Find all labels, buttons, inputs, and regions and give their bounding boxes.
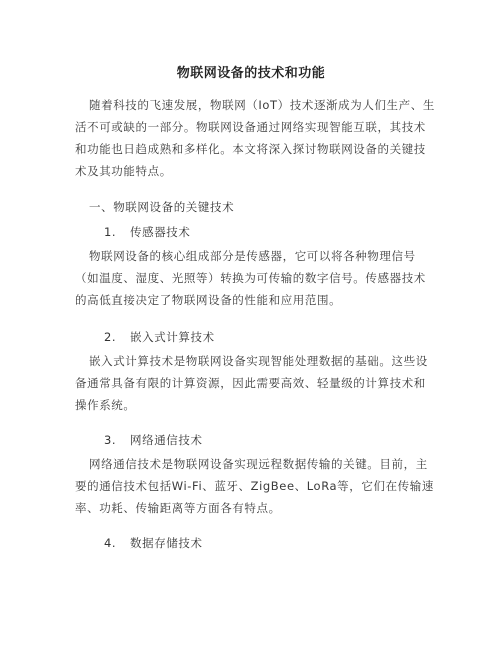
subheading-item-2 <box>104 329 215 345</box>
item-heading: 嵌入式计算技术 <box>130 330 215 344</box>
item-heading: 网络通信技术 <box>130 433 203 447</box>
item-number: 1. <box>104 225 117 239</box>
item-number: 2. <box>104 330 117 344</box>
document-title: 物联网设备的技术和功能 <box>176 66 326 81</box>
item-number: 4. <box>104 536 117 550</box>
section-heading: 一、物联网设备的关键技术 <box>89 200 235 214</box>
item-2-paragraph: 嵌入式计算技术是物联网设备实现智能处理数据的基础。这些设备通常具备有限的计算资源，因此需要高效、轻量级的计算技术和操作系统。 <box>75 354 428 412</box>
intro-paragraph: 随着科技的飞速发展，物联网（IoT）技术逐渐成为人们生产、生活不可或缺的一部分。物联网设备通过网络实现智能互联，其技术和功能也日趋成熟和多样化。本文将深入探讨物联网设备的关键技术及其功能特点。 <box>75 98 435 178</box>
item-3-paragraph: 网络通信技术是物联网设备实现远程数据传输的关键。目前，主要的通信技术包括Wi-Fi、蓝牙、ZigBee、LoRa等，它们在传输速率、功耗、传输距离等方面各有特点。 <box>75 457 434 515</box>
subheading-item-3 <box>104 432 203 448</box>
subheading-item-1 <box>104 224 191 240</box>
subheading-item-4 <box>104 535 203 551</box>
item-heading: 传感器技术 <box>130 225 191 239</box>
item-1-paragraph: 物联网设备的核心组成部分是传感器，它可以将各种物理信号（如温度、湿度、光照等）转换为可传输的数字信号。传感器技术的高低直接决定了物联网设备的性能和应用范围。 <box>75 249 426 307</box>
item-heading: 数据存储技术 <box>130 536 203 550</box>
item-number: 3. <box>104 433 117 447</box>
